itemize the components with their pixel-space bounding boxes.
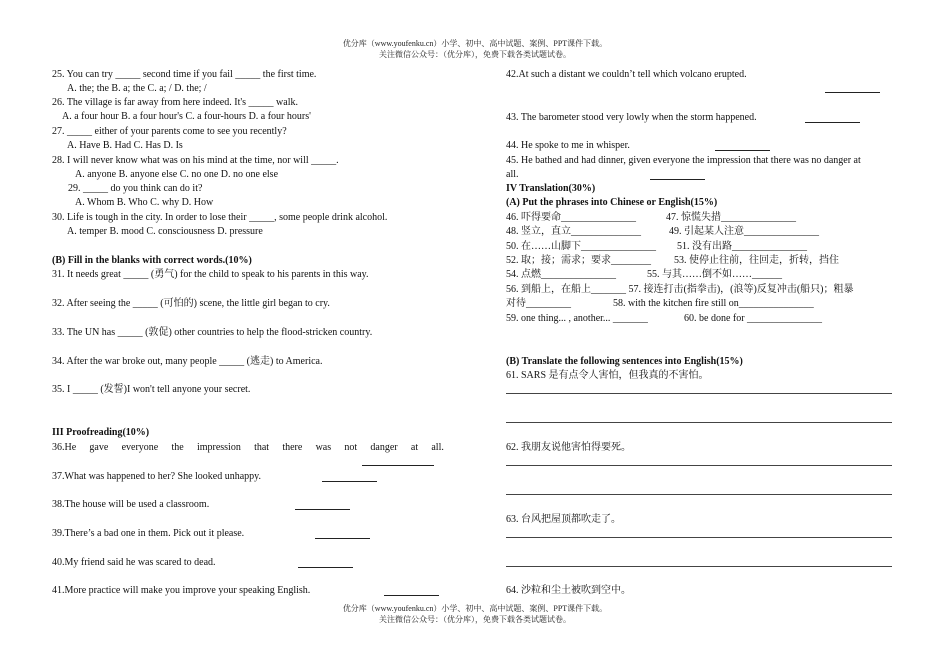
section-iv-b-heading: (B) Translate the following sentences into English(15%) [506,356,743,367]
q36-word: was [315,442,332,453]
answer-blank-39[interactable] [315,538,370,539]
phrase-50: 50. 在……山脚下_______________ [506,241,656,252]
section-iii-heading: III Proofreading(10%) [52,427,150,438]
question-31: 31. It needs great _____ (勇气) for the child to speak to his parents in this way. [52,269,369,280]
section-b-heading: (B) Fill in the blanks with correct words.(10%) [52,255,252,266]
phrase-58: 58. with the kitchen fire still on_______________ [613,298,814,309]
answer-blank-37[interactable] [322,481,377,482]
question-33: 33. The UN has _____ (敦促) other countries to help the flood-stricken country. [52,327,373,338]
phrase-57-continued: 对待_________ [506,298,571,309]
phrase-59: 59. one thing... , another... _______ [506,313,648,324]
q36-word: that [254,442,270,453]
answer-blank-43[interactable] [805,122,860,123]
question-29-options: A. Whom B. Who C. why D. How [75,197,214,208]
answer-line-63b[interactable] [506,566,892,567]
q36-word: not [344,442,358,453]
phrase-48: 48. 竖立，直立______________ [506,226,641,237]
answer-blank-45[interactable] [650,179,705,180]
question-29: 29. _____ do you think can do it? [68,183,203,194]
q36-word: gave [89,442,109,453]
question-26: 26. The village is far away from here indeed. It's _____ walk. [52,97,298,108]
question-27: 27. _____ either of your parents come to see you recently? [52,126,287,137]
question-34: 34. After the war broke out, many people _____ (逃走) to America. [52,356,323,367]
question-45: 45. He bathed and had dinner, given everyone the impression that there was no danger at [506,155,861,166]
question-26-options: A. a four hour B. a four hour's C. a four-hours D. a four hours' [62,111,311,122]
question-38: 38.The house will be used a classroom. [52,499,210,510]
question-43: 43. The barometer stood very lowly when the storm happened. [506,112,757,123]
question-25: 25. You can try _____ second time if you fail _____ the first time. [52,69,317,80]
phrase-54: 54. 点燃_______________ [506,269,616,280]
phrase-47: 47. 惊慌失措_______________ [666,212,796,223]
q36-word: there [282,442,303,453]
q36-word: danger [370,442,398,453]
question-40: 40.My friend said he was scared to dead. [52,557,216,568]
question-35: 35. I _____ (发誓)I won't tell anyone your secret. [52,384,251,395]
question-36 [52,441,444,454]
page-header-line1: 优分库（www.youfenku.cn）小学、初中、高中试题、案例、PPT课件下载。 [342,39,608,48]
q36-word: everyone [121,442,159,453]
answer-line-62b[interactable] [506,494,892,495]
question-28-options: A. anyone B. anyone else C. no one D. no one else [75,169,279,180]
question-45-continued: all. [506,169,519,180]
question-42: 42.At such a distant we couldn’t tell which volcano erupted. [506,69,747,80]
question-27-options: A. Have B. Had C. Has D. Is [67,140,183,151]
question-30: 30. Life is tough in the city. In order to lose their _____, some people drink alcohol. [52,212,388,223]
phrase-56-57: 56. 到船上，在船上_______ 57. 接连打击(指拳击)，(浪等)反复冲击(船只)；粗暴 [506,284,854,295]
q36-word: the [171,442,184,453]
question-25-options: A. the; the B. a; the C. a; / D. the; / [67,83,207,94]
phrase-60: 60. be done for _______________ [684,313,823,324]
q36-word: impression [196,442,241,453]
answer-blank-40[interactable] [298,567,353,568]
question-39: 39.There’s a bad one in them. Pick out it please. [52,528,245,539]
phrase-46: 46. 吓得要命_______________ [506,212,636,223]
question-28: 28. I will never know what was on his mind at the time, nor will _____. [52,155,339,166]
answer-blank-44[interactable] [715,150,770,151]
answer-blank-36[interactable] [362,465,434,466]
q36-word: at [410,442,419,453]
phrase-52: 52. 取；接；需求；要求________ [506,255,651,266]
answer-blank-41[interactable] [384,595,439,596]
page-header-line2: 关注微信公众号：（优分库），免费下载各类试题试卷。 [379,50,571,59]
answer-blank-42[interactable] [825,92,880,93]
page-footer-line1: 优分库（www.youfenku.cn）小学、初中、高中试题、案例、PPT课件下载。 [342,604,608,613]
answer-line-63a[interactable] [506,537,892,538]
question-30-options: A. temper B. mood C. consciousness D. pressure [67,226,263,237]
question-32: 32. After seeing the _____ (可怕的) scene, the little girl began to cry. [52,298,330,309]
answer-blank-38[interactable] [295,509,350,510]
answer-line-61b[interactable] [506,422,892,423]
section-iv-heading: IV Translation(30%) [506,183,596,194]
phrase-49: 49. 引起某人注意_______________ [669,226,819,237]
sentence-63: 63. 台风把屋顶都吹走了。 [506,514,621,525]
phrase-55: 55. 与其……倒不如……______ [647,269,782,280]
q36-word: 36.He [52,442,77,453]
section-iv-a-heading: (A) Put the phrases into Chinese or English(15%) [506,197,718,208]
answer-line-61a[interactable] [506,393,892,394]
phrase-51: 51. 没有出路_______________ [677,241,807,252]
question-37: 37.What was happened to her? She looked unhappy. [52,471,262,482]
phrase-53: 53. 使停止往前，往回走，折转，挡住 [674,255,839,266]
page-footer-line2: 关注微信公众号：（优分库），免费下载各类试题试卷。 [379,615,571,624]
sentence-61: 61. SARS 是有点令人害怕，但我真的不害怕。 [506,370,709,381]
question-41: 41.More practice will make you improve your speaking English. [52,585,311,596]
answer-line-62a[interactable] [506,465,892,466]
question-44: 44. He spoke to me in whisper. [506,140,630,151]
sentence-62: 62. 我朋友说他害怕得要死。 [506,442,631,453]
sentence-64: 64. 沙粒和尘土被吹到空中。 [506,585,631,596]
q36-word: all. [431,442,444,453]
